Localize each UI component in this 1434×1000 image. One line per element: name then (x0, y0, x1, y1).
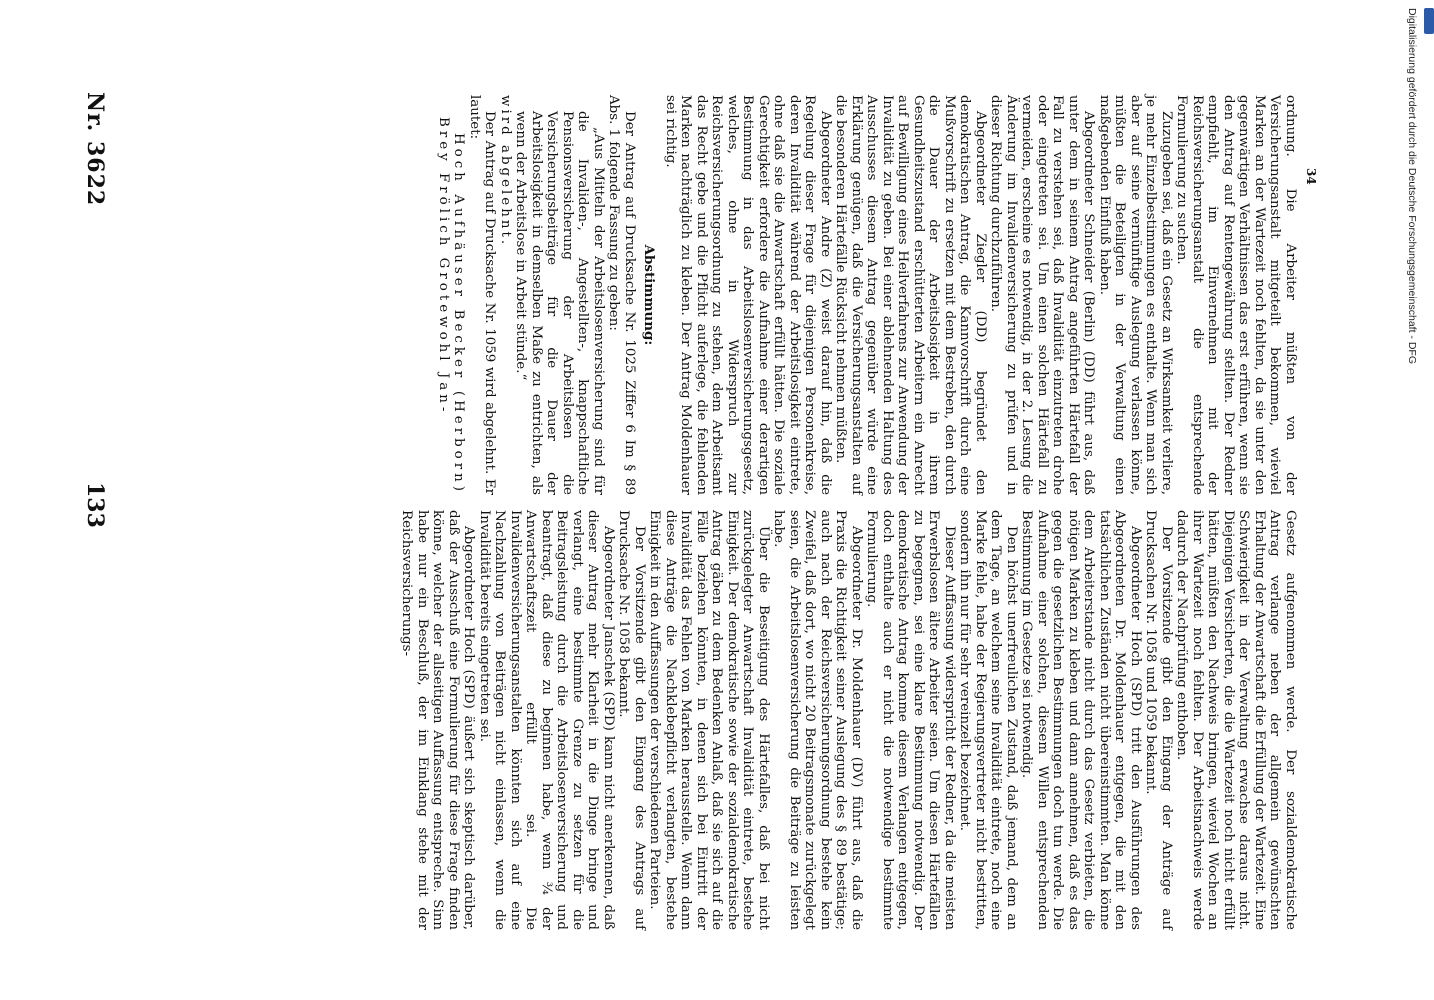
left-column (118, 510, 1298, 930)
name-list: Hoch Aufhäuser Becker (Herborn) Brey Frölich Grotewohl Jan- (436, 117, 467, 495)
page-number: 133 (82, 482, 108, 528)
section-heading: Abstimmung: (641, 244, 658, 346)
dfg-logo-icon (1424, 8, 1434, 34)
paragraph: Gesetz aufgenommen werde. Der sozialdemokratische Antrag verlange neben der allgemein gewünschten Erhaltung der Anwartschaft die Erfüllung der Wartezeit. Eine Schwierigkeit in der Verwaltung erwachse daraus nicht. Diejenigen Versicherten, die die Wartezeit noch nicht erfüllt hätten, müßten den Nachweis bringen, wieviel Wochen an ihrer Wartezeit noch fehlten. Der Arbeitsnachweis werde dadurch der Nachprüfung enthoben. (1174, 510, 1298, 930)
paragraph: Der Vorsitzende gibt den Eingang des Antrags auf Drucksache Nr. 1058 bekannt. (616, 510, 647, 930)
signature-mark: 34 (1304, 168, 1318, 185)
paragraph: Der Vorsitzende gibt den Eingang der Anträge auf Drucksachen Nr. 1058 und 1059 bekannt. (1143, 510, 1174, 930)
paragraph: Dieser Auffassung widerspricht der Redner, da die meisten Erwerbslosen ältere Arbeiter seien. Um diesen Härtefällen zu begegnen, sei eine klare Bestimmung notwendig. Der demokratische Antrag komme diesem Verlangen entgegen, doch enthalte auch er nicht die notwendige bestimmte Formulierung. (864, 510, 957, 930)
paragraph: Abgeordneter Ziegler (DD) begründet den demokratischen Antrag, die Kannvorschrift durch eine Mußvorschrift zu ersetzen mit dem Bestreben, den durch die Dauer der Arbeitslosigkeit in ihrem Gesundheitszustand erschütterten Arbeitern ein Anrecht auf Bewilligung eines Heilverfahrens zur Anwendung der Invalidität zu geben. Bei einer ablehnenden Haltung des Ausschusses diesem Antrag gegenüber würde eine Erklärung genügen, daß die Versicherungsanstalten auf die besonderen Härtefälle Rücksicht nehmen müßten. (833, 95, 988, 495)
paragraph: Der Antrag auf Drucksache Nr. 1025 Ziffer 6 Im § 89 Abs. 1 folgende Fassung zu geben: (606, 95, 637, 495)
paragraph: Abgeordneter Dr. Moldenhauer (DV) führt aus, daß die Praxis die Richtigkeit seiner Auslegung des § 89 bestätige; auch nach der Reichsversicherungsordnung bestehe kein Zweifel, daß dort, wo nicht 20 Beitragsmonate zurückgelegt seien, die Arbeitslosenversicherung die Beiträge zu leisten habe. (771, 510, 864, 930)
paragraph: Abgeordneter Janschek (SPD) kann nicht anerkennen, daß dieser Antrag mehr Klarheit in die Dinge bringe und verlangt, eine bestimmte Grenze zu setzen für die Beitragsleistung durch die Arbeitslosenversicherung und beantragt, daß diese zu beginnen habe, wenn ¾ der Anwartschaftszeit erfüllt sei. Die Invalidenversicherungsanstalten könnten sich auf eine Nachzahlung von Beiträgen nicht einlassen, wenn die Invalidität bereits eingetreten sei. (477, 510, 616, 930)
paragraph: Abgeordneter Hoch (SPD) tritt den Ausführungen des Abgeordneten Dr. Moldenhauer entgegen, die mit den tatsächlichen Zuständen nicht übereinstimmten. Man könne dem Arbeiterstande nicht durch das Gesetz verbieten, die nötigen Marken zu kleben und dann annehmen, daß es das gegen die gesetzlichen Bestimmungen doch tun werde. Die Aufnahme einer solchen, diesem Willen entsprechenden Bestimmung im Gesetze sei notwendig. (1019, 510, 1143, 930)
paragraph: ordnung. Die Arbeiter müßten von der Versicherungsanstalt mitgeteilt bekommen, wieviel Marken an der Wartezeit noch fehlten, da sie unter den gegenwärtigen Verhältnissen das erst erführen, wenn sie den Antrag auf Rentengewährung stellten. Der Redner empfiehlt, im Einvernehmen mit der Reichsversicherungsanstalt die entsprechende Formulierung zu suchen. (1174, 95, 1298, 495)
paragraph: Der Antrag auf Drucksache Nr. 1059 wird abgelehnt. Er lautet: (467, 95, 498, 495)
quoted-text: „Aus Mitteln der Arbeitslosenversicherung sind für die Invaliden-, Angestellten-, knappschaftliche Pensionsversicherung der Arbeitslosen die Versicherungsbeiträge für die Dauer der Arbeitslosigkeit in demselben Maße zu entrichten, als wenn der Arbeitslose in Arbeit stünde.“ (513, 111, 606, 495)
paragraph: wird abgelehnt. (498, 95, 513, 248)
digitization-credit: Digitalisierung gefördert durch die Deutsche Forschungsgemeinschaft - DFG (1406, 8, 1418, 365)
paragraph: Über die Beseitigung des Härtefalles, daß bei nicht zurückgelegter Anwartschaft Invalidität eintrete, bestehe Einigkeit. Der demokratische sowie der sozialdemokratische Antrag gäben zu dem Bedenken Anlaß, daß sie sich auf die Fälle beziehen könnten, in denen sich bei Eintritt der Invalidität das Fehlen von Marken herausstelle. Wenn dann diese Anträge die Nachklebepflicht verlangten, bestehe Einigkeit in den Auffassungen der verschiedenen Parteien. (647, 510, 771, 930)
paragraph: Abgeordneter Schneider (Berlin) (DD) führt aus, daß unter dem in seinem Antrag angeführten Härtefall der Fall zu verstehen sei, daß Invalidität einzutreten drohe oder eingetreten sei. Um einen solchen Härtefall zu vermeiden, erscheine es notwendig, in der 2. Lesung die Änderung im Invalidenversicherung zu prüfen und in dieser Richtung durchzuführen. (988, 95, 1097, 495)
right-column (118, 95, 1298, 495)
document-number: Nr. 3622 (82, 92, 108, 207)
paragraph: Abgeordneter Hoch (SPD) äußert sich skeptisch darüber, daß der Ausschuß eine Formulierung für diese Frage finden könne, welcher der allseitigen Auffassung entspreche. Sinn habe nur ein Beschluß, der im Einklang stehe mit der Reichsversicherungs- (399, 510, 477, 930)
paragraph: Den höchst unerfreulichen Zustand, daß jemand, dem an dem Tage, an welchem seine Invalidität eintrete, noch eine Marke fehle, habe der Regierungsvertreter nicht bestritten, sondern ihn nur für sehr vereinzelt bezeichnet. (957, 510, 1019, 930)
paragraph: Zuzugeben sei, daß ein Gesetz an Wirksamkeit verliere, je mehr Einzelbestimmungen es enthalte. Wenn man sich aber auf seine vernünftige Auslegung verlassen könne, müßten die Beteiligten in der Verwaltung einen maßgebenden Einfluß haben. (1097, 95, 1174, 495)
paragraph: Abgeordneter Andre (Z) weist darauf hin, daß die Regelung dieser Frage für diejenigen Personenkreise, deren Invalidität während der Arbeitslosigkeit eintrete, ohne daß sie die Anwartschaft erfüllt hätten. Die soziale Gerechtigkeit erfordere die Aufnahme einer derartigen Bestimmung in das Arbeitslosenversicherungsgesetz, welches, ohne in Widerspruch zur Reichsversicherungsordnung zu stehen, dem Arbeitsamt das Recht gebe und die Pflicht auferlege, die fehlenden Marken nachträglich zu kleben. Der Antrag Moldenhauer sei richtig. (663, 95, 833, 495)
